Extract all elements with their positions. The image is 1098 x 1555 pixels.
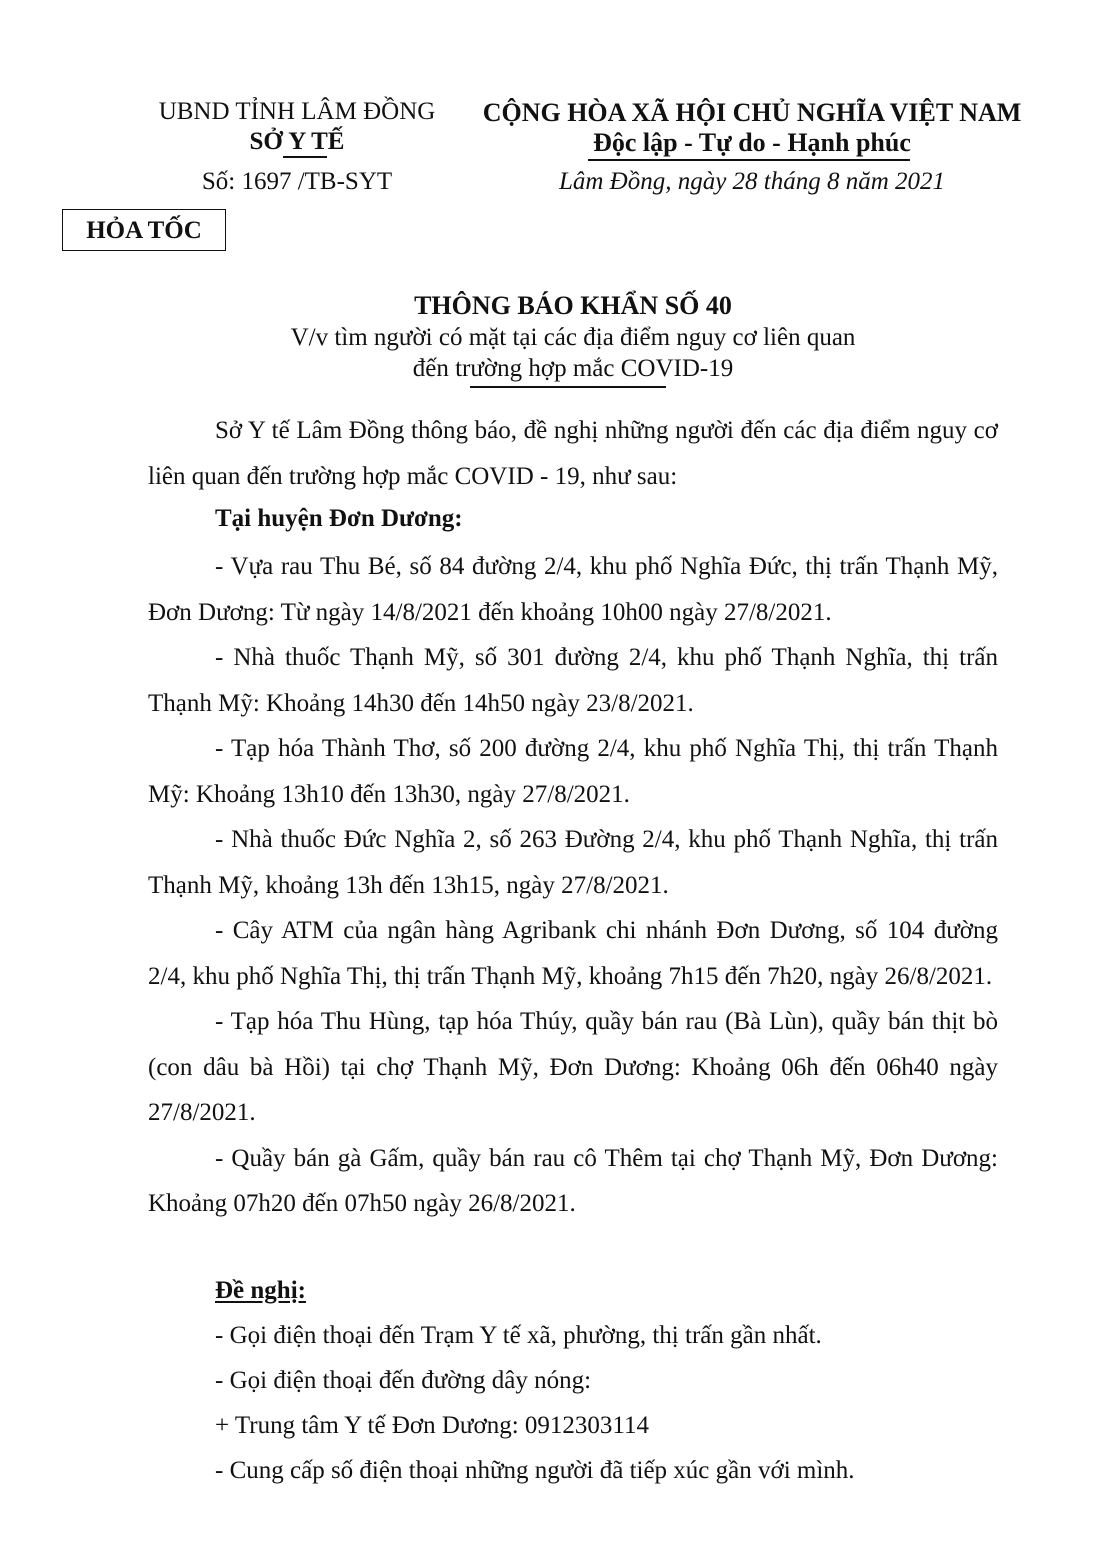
request-item: - Gọi điện thoại đến đường dây nóng: bbox=[215, 1367, 592, 1394]
department-underline bbox=[283, 156, 327, 158]
location-item: - Tạp hóa Thành Thơ, số 200 đường 2/4, khu phố Nghĩa Thị, thị trấn Thạnh Mỹ: Khoảng 13h10 đến 13h30, ngày 27/8/2021. bbox=[148, 735, 998, 808]
notice-subject-line2: đến trường hợp mắc COVID-19 bbox=[412, 355, 734, 382]
location-item: - Cây ATM của ngân hàng Agribank chi nhánh Đơn Dương, số 104 đường 2/4, khu phố Nghĩa Thị, thị trấn Thạnh Mỹ, khoảng 7h15 đến 7h20, ngày 26/8/2021. bbox=[148, 917, 998, 990]
location-item: - Vựa rau Thu Bé, số 84 đường 2/4, khu phố Nghĩa Đức, thị trấn Thạnh Mỹ, Đơn Dương: Từ ngày 14/8/2021 đến khoảng 10h00 ngày 27/8/2021. bbox=[148, 553, 998, 626]
request-item: - Cung cấp số điện thoại những người đã tiếp xúc gần với mình. bbox=[215, 1457, 855, 1484]
national-motto: Độc lập - Tự do - Hạnh phúc bbox=[593, 128, 911, 157]
notice-subject-line1: V/v tìm người có mặt tại các địa điểm nguy cơ liên quan bbox=[290, 324, 856, 351]
urgent-stamp: HỎA TỐC bbox=[62, 209, 226, 251]
location-item: - Quầy bán gà Gấm, quầy bán rau cô Thêm tại chợ Thạnh Mỹ, Đơn Dương: Khoảng 07h20 đến 07h50 ngày 26/8/2021. bbox=[148, 1144, 998, 1217]
locations-list bbox=[148, 544, 998, 1227]
document-number: Số: 1697 /TB-SYT bbox=[201, 168, 393, 195]
notice-title: THÔNG BÁO KHẨN SỐ 40 bbox=[414, 291, 732, 320]
issuing-department: SỞ Y TẾ bbox=[249, 128, 345, 155]
request-item: - Gọi điện thoại đến Trạm Y tế xã, phường, thị trấn gần nhất. bbox=[215, 1322, 822, 1349]
subject-underline bbox=[470, 386, 666, 388]
location-item: - Nhà thuốc Thạnh Mỹ, số 301 đường 2/4, khu phố Thạnh Nghĩa, thị trấn Thạnh Mỹ: Khoảng 14h30 đến 14h50 ngày 23/8/2021. bbox=[148, 644, 998, 717]
issuing-authority: UBND TỈNH LÂM ĐỒNG bbox=[158, 98, 436, 125]
location-item: - Tạp hóa Thu Hùng, tạp hóa Thúy, quầy bán rau (Bà Lùn), quầy bán thịt bò (con dâu bà Hồi) tại chợ Thạnh Mỹ, Đơn Dương: Khoảng 06h đến 06h40 ngày 27/8/2021. bbox=[148, 1008, 998, 1126]
body-text bbox=[148, 408, 998, 499]
national-title: CỘNG HÒA XÃ HỘI CHỦ NGHĨA VIỆT NAM bbox=[482, 98, 1022, 127]
intro-paragraph: Sở Y tế Lâm Đồng thông báo, đề nghị những người đến các địa điểm nguy cơ liên quan đến trường hợp mắc COVID - 19, như sau: bbox=[148, 417, 998, 490]
area-heading: Tại huyện Đơn Dương: bbox=[215, 505, 463, 532]
motto-underline bbox=[588, 159, 910, 161]
place-and-date: Lâm Đồng, ngày 28 tháng 8 năm 2021 bbox=[558, 168, 946, 195]
request-item: + Trung tâm Y tế Đơn Dương: 0912303114 bbox=[215, 1412, 649, 1439]
location-item: - Nhà thuốc Đức Nghĩa 2, số 263 Đường 2/4, khu phố Thạnh Nghĩa, thị trấn Thạnh Mỹ, khoảng 13h đến 13h15, ngày 27/8/2021. bbox=[148, 826, 998, 899]
requests-heading: Đề nghị: bbox=[215, 1277, 306, 1304]
